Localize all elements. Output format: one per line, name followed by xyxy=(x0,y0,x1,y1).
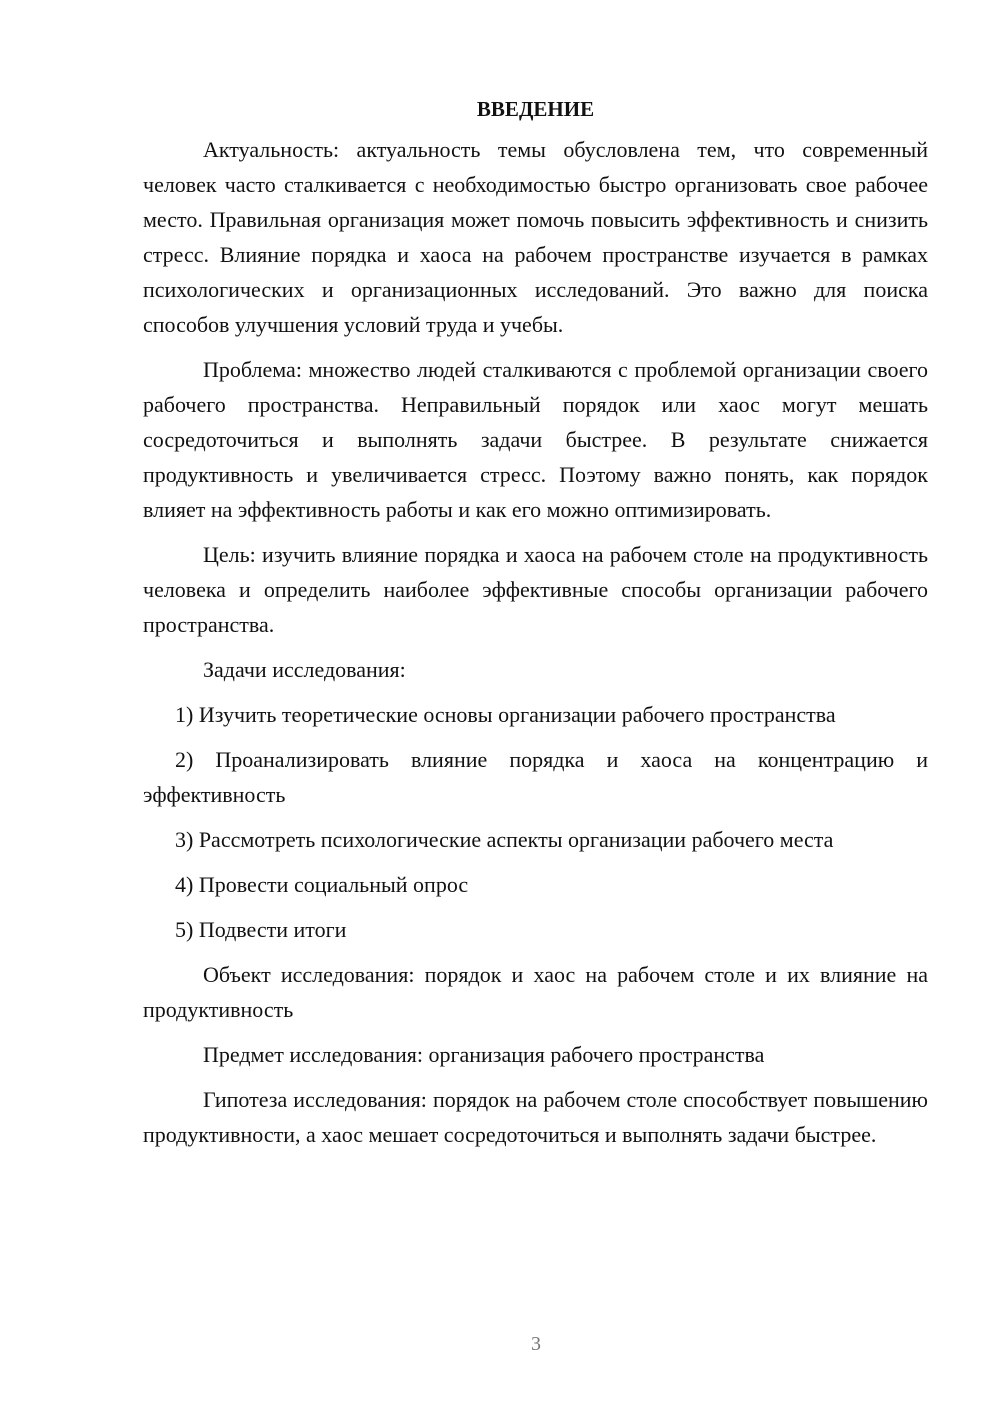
relevance-paragraph: Актуальность: актуальность темы обусловлена тем, что современный человек часто сталкивается с необходимостью быстро организовать свое рабочее место. Правильная организация может помочь повысить эффективность и снизить стресс. Влияние порядка и хаоса на рабочем пространстве изучается в рамках психологических и организационных исследований. Это важно для поиска способов улучшения условий труда и учебы. xyxy=(143,137,928,337)
problem-paragraph: Проблема: множество людей сталкиваются с проблемой организации своего рабочего пространства. Неправильный порядок или хаос могут мешать сосредоточиться и выполнять задачи быстрее. В результате снижается продуктивность и увеличивается стресс. Поэтому важно понять, как порядок влияет на эффективность работы и как его можно оптимизировать. xyxy=(143,357,928,522)
task-item: 1) Изучить теоретические основы организации рабочего пространства xyxy=(175,702,836,727)
tasks-heading: Задачи исследования: xyxy=(203,657,406,682)
document-page xyxy=(143,92,928,1162)
task-item: 2) Проанализировать влияние порядка и хаоса на концентрацию и эффективность xyxy=(143,747,928,807)
page-title: ВВЕДЕНИЕ xyxy=(476,97,595,121)
task-item: 3) Рассмотреть психологические аспекты организации рабочего места xyxy=(175,827,834,852)
task-item: 4) Провести социальный опрос xyxy=(175,872,469,897)
tasks-list xyxy=(143,697,928,947)
subject-paragraph: Предмет исследования: организация рабочего пространства xyxy=(203,1042,765,1067)
hypothesis-paragraph: Гипотеза исследования: порядок на рабочем столе способствует повышению продуктивности, а хаос мешает сосредоточиться и выполнять задачи быстрее. xyxy=(143,1087,928,1147)
task-item: 5) Подвести итоги xyxy=(175,917,347,942)
object-paragraph: Объект исследования: порядок и хаос на рабочем столе и их влияние на продуктивность xyxy=(143,962,928,1022)
page-number: 3 xyxy=(531,1333,541,1355)
goal-paragraph: Цель: изучить влияние порядка и хаоса на рабочем столе на продуктивность человека и определить наиболее эффективные способы организации рабочего пространства. xyxy=(143,542,928,637)
